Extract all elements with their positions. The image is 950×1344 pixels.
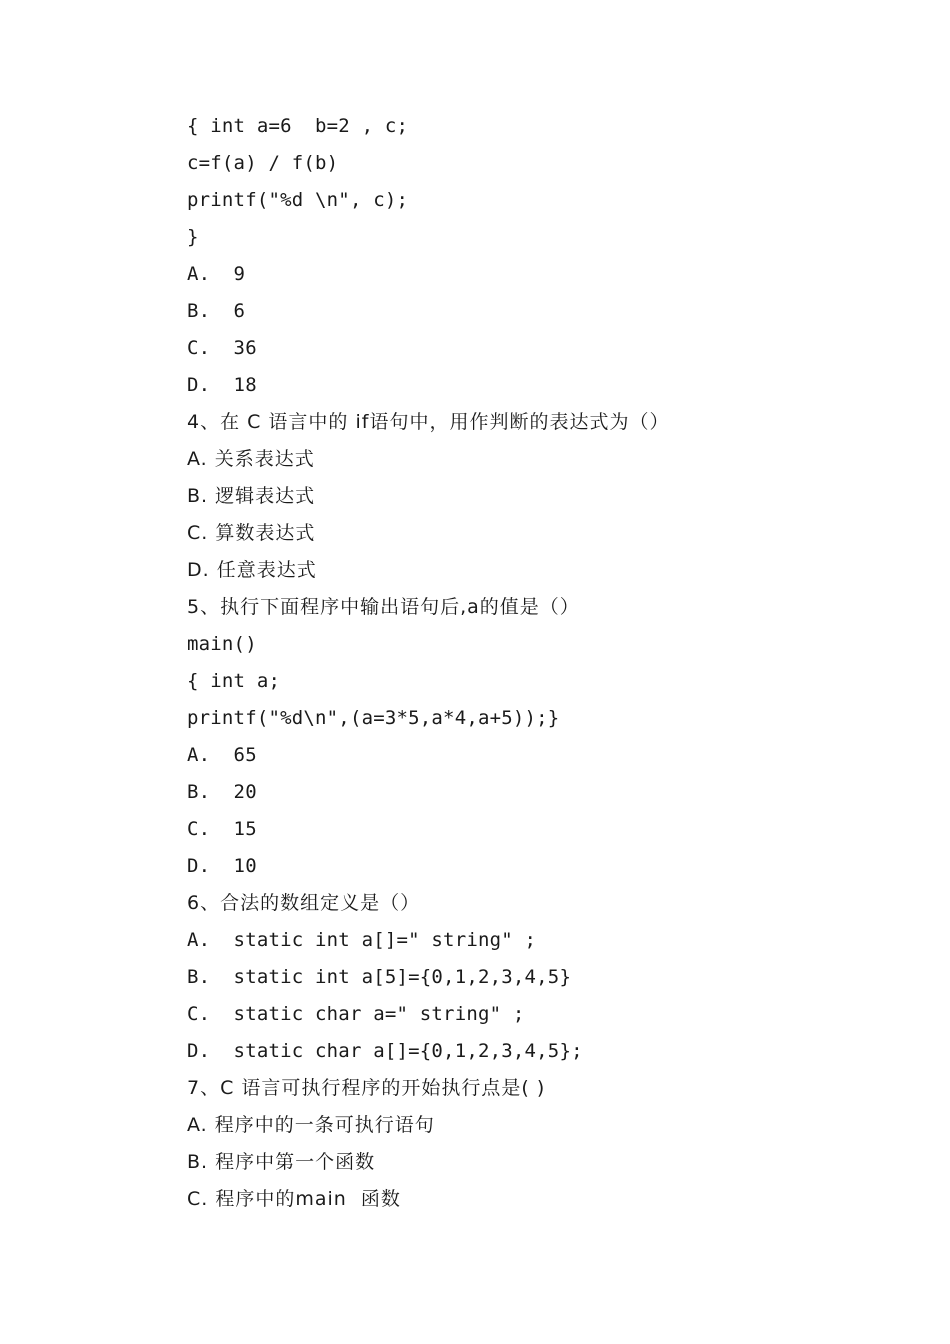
answer-option: A. 程序中的一条可执行语句 [187,1114,435,1136]
question-7: 7、C 语言可执行程序的开始执行点是( ) [187,1077,546,1099]
answer-option: B. static int a[5]={0,1,2,3,4,5} [187,966,572,988]
question-5: 5、执行下面程序中输出语句后,a的值是（） [187,596,580,618]
answer-option: A. 65 [187,744,257,766]
answer-option: C. 36 [187,337,257,359]
answer-option: C. 15 [187,818,257,840]
answer-option: D. static char a[]={0,1,2,3,4,5}; [187,1040,583,1062]
answer-option: B. 20 [187,781,257,803]
answer-option: B. 程序中第一个函数 [187,1151,376,1173]
code-line: { int a; [187,670,281,692]
answer-option: D. 18 [187,374,257,396]
answer-option: C. static char a=" string" ; [187,1003,525,1025]
question-4: 4、在 C 语言中的 if语句中，用作判断的表达式为（） [187,411,670,433]
answer-option: A. 关系表达式 [187,448,315,470]
question-6: 6、合法的数组定义是（） [187,892,421,914]
answer-option: D. 10 [187,855,257,877]
code-line: printf("%d\n",(a=3*5,a*4,a+5));} [187,707,560,729]
code-line: c=f(a) / f(b) [187,152,339,174]
code-line: printf("%d \n", c); [187,189,409,211]
answer-option: D. 任意表达式 [187,559,317,581]
answer-option: C. 算数表达式 [187,522,316,544]
answer-option: C. 程序中的main 函数 [187,1188,401,1210]
code-line: { int a=6 b=2 , c; [187,115,409,137]
answer-option: A. static int a[]=" string" ; [187,929,537,951]
code-line: } [187,226,199,248]
answer-option: B. 6 [187,300,246,322]
answer-option: B. 逻辑表达式 [187,485,316,507]
code-line: main() [187,633,257,655]
document-body [187,108,887,1218]
answer-option: A. 9 [187,263,246,285]
